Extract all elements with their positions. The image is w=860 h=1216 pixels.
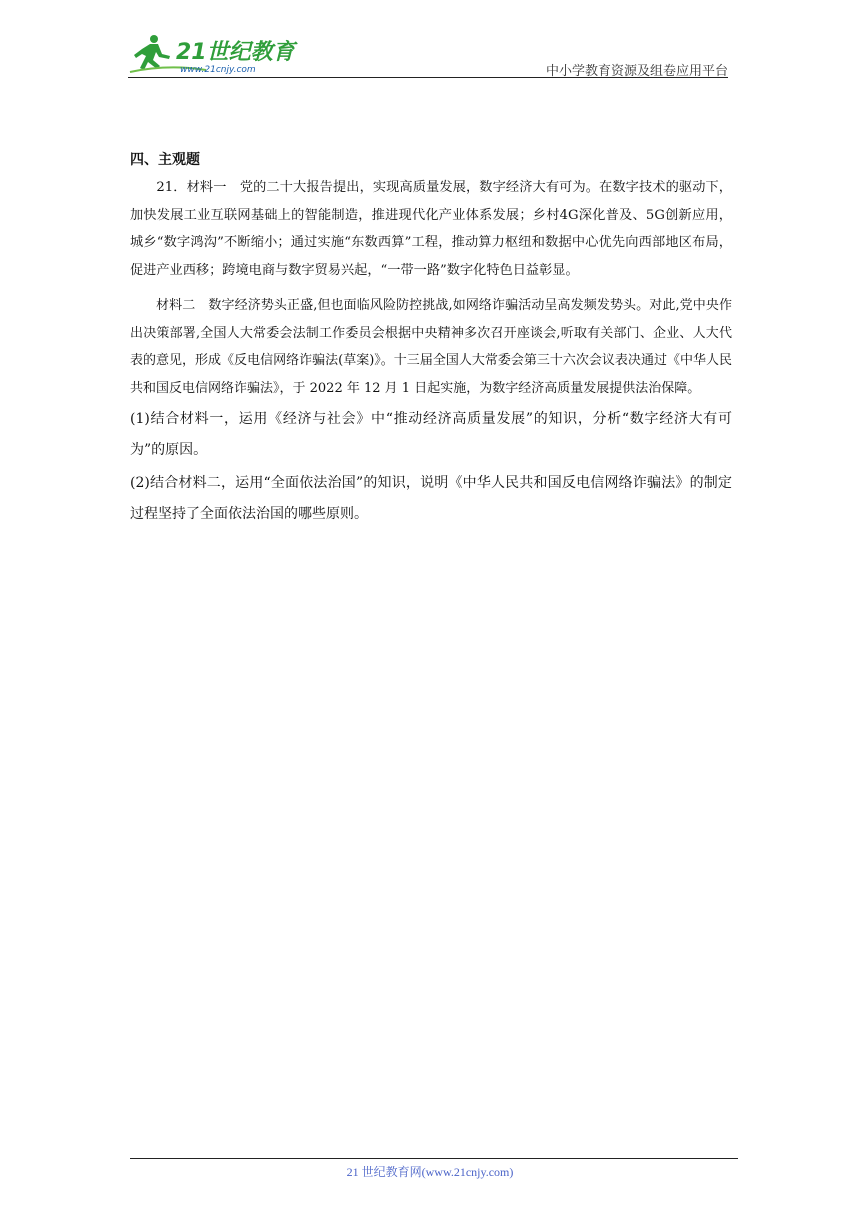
material-two: 材料二 数字经济势头正盛,但也面临风险防控挑战,如网络诈骗活动呈高发频发势头。对此,党中央作出决策部署,全国人大常委会法制工作委员会根据中央精神多次召开座谈会,听取有关部门、企业、人大代表的意见，形成《反电信网络诈骗法(草案)》。十三届全国人大常委会第三十六次会议表决通过《中华人民共和国反电信网络诈骗法》，于 2022 年 12 月 1 日起实施，为数字经济高质量发展提供法治保障。 (130, 298, 732, 396)
sub-question-1: (1)结合材料一，运用《经济与社会》中“推动经济高质量发展”的知识，分析“数字经济大有可为”的原因。 (130, 411, 732, 458)
header-divider (128, 77, 728, 78)
sub-question-2: (2)结合材料二，运用“全面依法治国”的知识，说明《中华人民共和国反电信网络诈骗法》的制定过程坚持了全面依法治国的哪些原则。 (130, 475, 732, 522)
header-platform-name: 中小学教育资源及组卷应用平台 (545, 64, 728, 79)
section-title: 四、主观题 (130, 152, 200, 168)
footer-divider (130, 1158, 738, 1159)
logo (128, 32, 298, 76)
material-one: 21．材料一 党的二十大报告提出，实现高质量发展，数字经济大有可为。在数字技术的驱动下，加快发展工业互联网基础上的智能制造，推进现代化产业体系发展；乡村4G深化普及、5G创新应用，城乡“数字鸿沟”不断缩小；通过实施“东数西算”工程，推动算力枢纽和数据中心优先向西部地区布局，促进产业西移；跨境电商与数字贸易兴起，“一带一路”数字化特色日益彰显。 (130, 180, 732, 278)
document-body (130, 148, 732, 530)
page-header (128, 30, 728, 78)
logo-url: www.21cnjy.com (180, 65, 256, 75)
logo-text: 21世纪教育 (176, 40, 295, 65)
page-footer: 21 世纪教育网(www.21cnjy.com) (346, 1165, 514, 1179)
